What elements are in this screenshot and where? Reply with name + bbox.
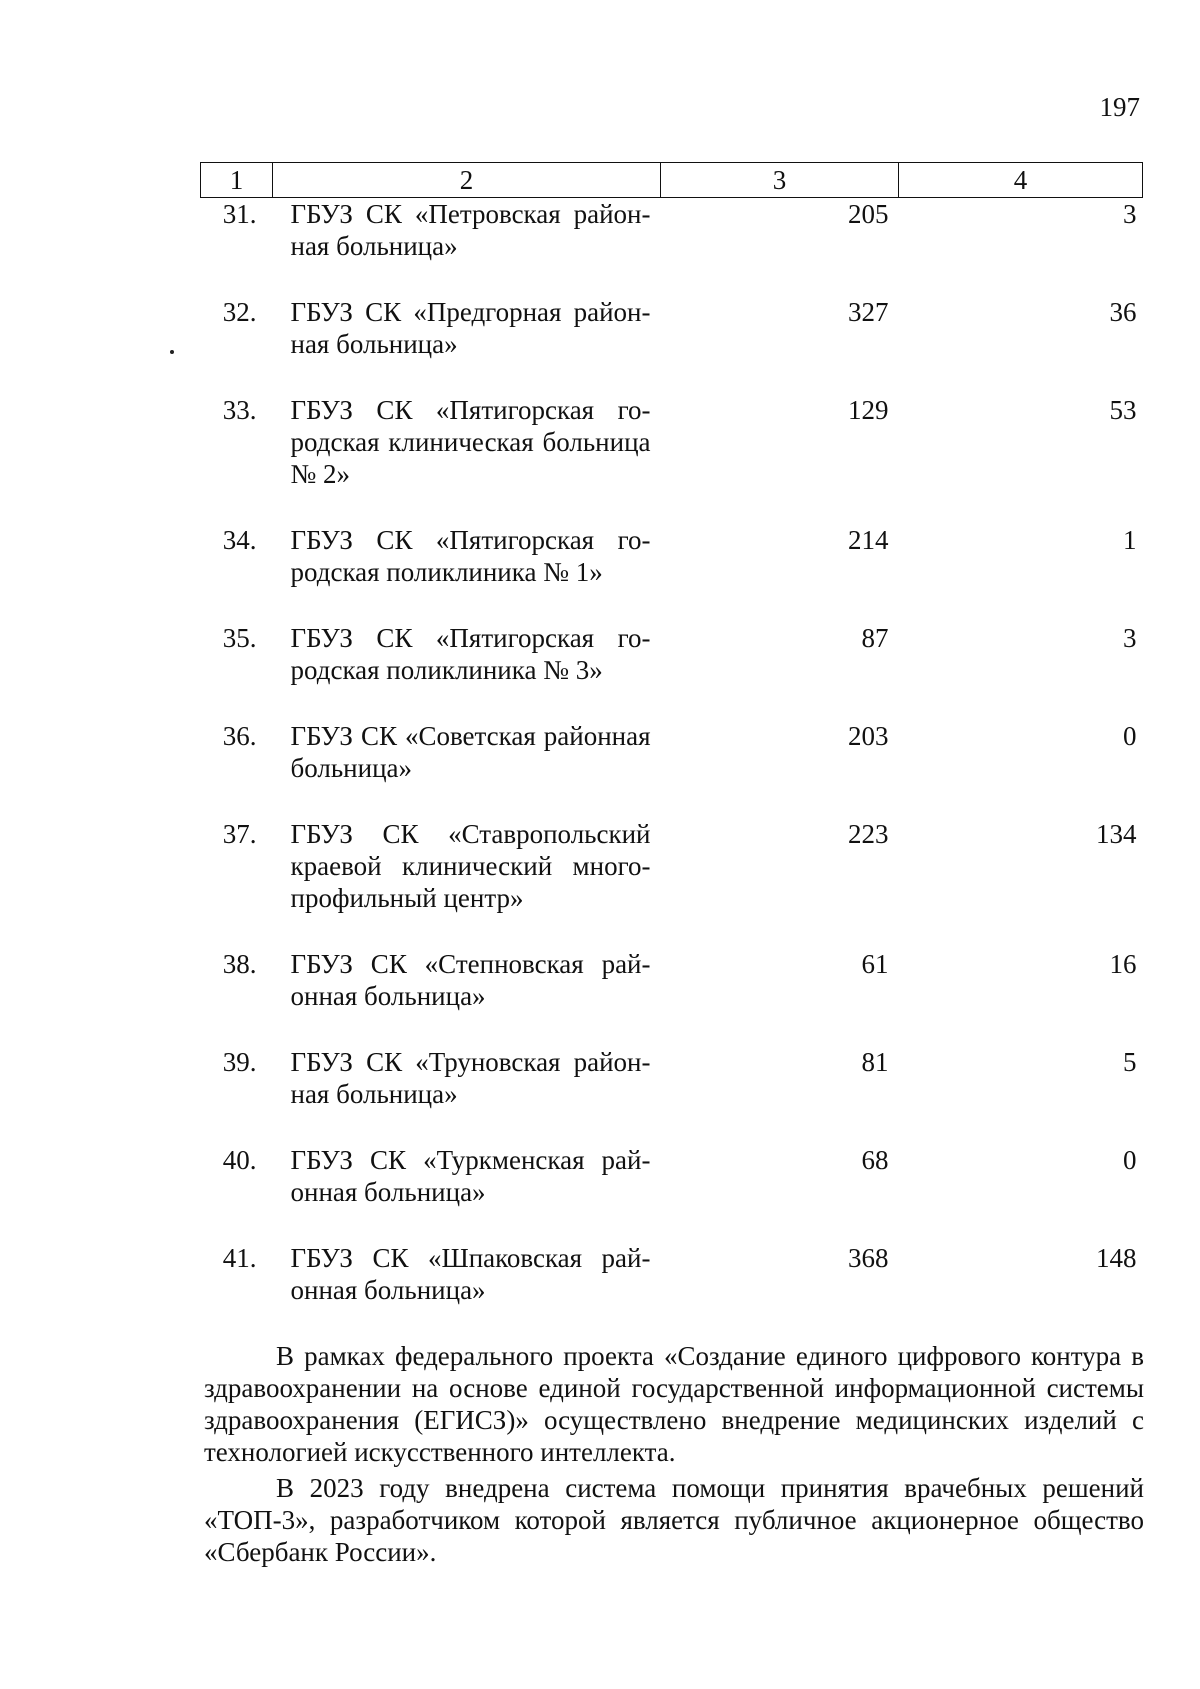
column-4-value: 148 [1096, 1243, 1137, 1273]
column-3-value: 87 [861, 623, 889, 653]
row-number: 33. [222, 395, 257, 425]
table-row [201, 524, 1143, 622]
column-4-value: 16 [1109, 949, 1137, 979]
table-row [201, 1144, 1143, 1242]
institution-name: ГБУЗ СК «Пятигорская городская поликлиника № 3» [290, 623, 651, 685]
table-row [201, 394, 1143, 524]
column-3-value: 327 [848, 297, 889, 327]
institution-name: ГБУЗ СК «Петровская районная больница» [290, 199, 651, 261]
row-number: 31. [222, 199, 257, 229]
column-4-value: 0 [1123, 1145, 1137, 1175]
institution-name: ГБУЗ СК «Степновская районная больница» [290, 949, 651, 1011]
table-row [201, 622, 1143, 720]
table-row [201, 1046, 1143, 1144]
table-row [201, 818, 1143, 948]
column-3-value: 223 [848, 819, 889, 849]
table-row [201, 198, 1143, 297]
institution-name: ГБУЗ СК «Ставропольский краевой клинический многопрофильный центр» [290, 819, 651, 913]
paragraph: В рамках федерального проекта «Создание единого цифрового контура в здравоохранении на основе единой государственной информационной системы здравоохранения (ЕГИСЗ)» осуществлено внедрение медицинских изделий с технологией искусственного интеллекта. [204, 1341, 1144, 1467]
row-number: 34. [222, 525, 257, 555]
column-3-value: 81 [861, 1047, 889, 1077]
column-3-value: 129 [848, 395, 889, 425]
row-number: 39. [222, 1047, 257, 1077]
row-number: 40. [222, 1145, 257, 1175]
table-body [201, 198, 1143, 1341]
institution-name: ГБУЗ СК «Предгорная районная больница» [290, 297, 651, 359]
row-number: 41. [222, 1243, 257, 1273]
row-number: 32. [222, 297, 257, 327]
page-number: 197 [1099, 92, 1140, 122]
column-3-value: 205 [848, 199, 889, 229]
table-row [201, 720, 1143, 818]
column-4-value: 1 [1123, 525, 1137, 555]
column-3-value: 203 [848, 721, 889, 751]
column-4-value: 36 [1109, 297, 1137, 327]
table-header-row [201, 163, 1143, 198]
hospital-table [200, 162, 1143, 1340]
table-row [201, 948, 1143, 1046]
header-col-4: 4 [899, 163, 1143, 198]
column-3-value: 61 [861, 949, 889, 979]
column-3-value: 68 [861, 1145, 889, 1175]
institution-name: ГБУЗ СК «Пятигорская городская клиническая больница № 2» [290, 395, 651, 489]
column-4-value: 3 [1123, 623, 1137, 653]
header-col-1: 1 [201, 163, 273, 198]
table-row [201, 1242, 1143, 1340]
row-number: 35. [222, 623, 257, 653]
stray-dot-mark [170, 350, 174, 354]
institution-name: ГБУЗ СК «Шпаковская районная больница» [290, 1243, 651, 1305]
row-number: 36. [222, 721, 257, 751]
institution-name: ГБУЗ СК «Пятигорская городская поликлиника № 1» [290, 525, 651, 587]
institution-name: ГБУЗ СК «Труновская районная больница» [290, 1047, 651, 1109]
paragraph: В 2023 году внедрена система помощи принятия врачебных решений «ТОП-3», разработчиком которой является публичное акционерное общество «Сбербанк России». [204, 1473, 1144, 1567]
column-4-value: 53 [1109, 395, 1137, 425]
row-number: 38. [222, 949, 257, 979]
column-4-value: 0 [1123, 721, 1137, 751]
column-4-value: 3 [1123, 199, 1137, 229]
column-3-value: 368 [848, 1243, 889, 1273]
institution-name: ГБУЗ СК «Туркменская районная больница» [290, 1145, 651, 1207]
column-4-value: 134 [1096, 819, 1137, 849]
row-number: 37. [222, 819, 257, 849]
table-header [201, 163, 1143, 198]
header-col-3: 3 [661, 163, 899, 198]
column-3-value: 214 [848, 525, 889, 555]
header-col-2: 2 [273, 163, 661, 198]
body-text [204, 1340, 1144, 1572]
table-row [201, 296, 1143, 394]
column-4-value: 5 [1123, 1047, 1137, 1077]
institution-name: ГБУЗ СК «Советская районная больница» [290, 721, 651, 783]
